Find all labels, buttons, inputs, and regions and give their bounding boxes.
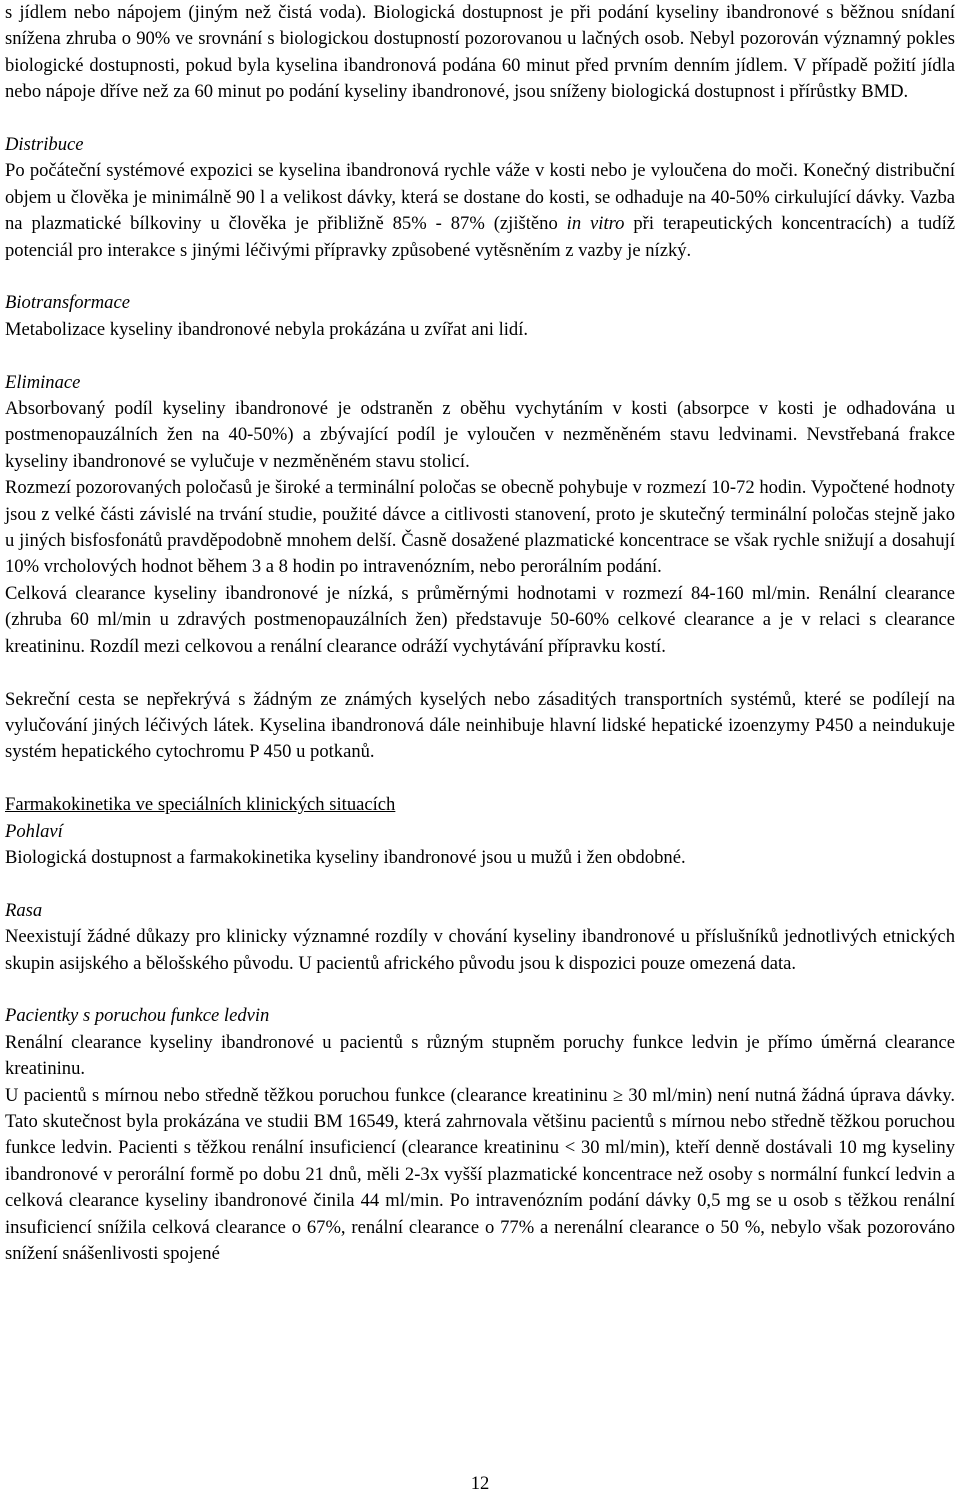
heading-eliminace: Eliminace (5, 371, 81, 393)
paragraph-eliminace-4: Sekreční cesta se nepřekrývá s žádným ze známých kyselých nebo zásaditých transportních systémů, které se podílejí na vylučování jiných léčivých látek. Kyselina ibandronová dále neinhibuje hlavní lidské hepatické izoenzymy P450 a neindukuje systém hepatického cytochromu P 450 u potkanů. (5, 688, 955, 763)
paragraph-eliminace-1: Absorbovaný podíl kyseliny ibandronové je odstraněn z oběhu vychytáním v kosti (absorpce v kosti je odhadována u postmenopauzálních žen na 40-50%) a zbývající podíl je vyloučen v nezměněném stavu ledvinami. Nevstřebaná frakce kyseliny ibandronové se vylučuje v nezměněném stavu stolicí. (5, 398, 955, 472)
paragraph-bioavailability: s jídlem nebo nápojem (jiným než čistá voda). Biologická dostupnost je při podání kyseliny ibandronové s běžnou snídaní snížena zhruba o 90% ve srovnání s biologickou dostupností pozorovanou u lačných osob. Nebyl pozorován významný pokles biologické dostupnosti, pokud byla kyselina ibandronová podána 60 minut před prvním denním jídlem. V případě požití jídla nebo nápoje dříve než za 60 minut po podání kyseliny ibandronové, jsou sníženy biologická dostupnost i přírůstky BMD. (5, 2, 955, 103)
paragraph-rasa: Neexistují žádné důkazy pro klinicky významné rozdíly v chování kyseliny ibandronové u příslušníků jednotlivých etnických skupin asijského a bělošského původu. U pacientů afrického původu jsou k dispozici pouze omezená data. (5, 926, 955, 974)
paragraph-pohlavi: Biologická dostupnost a farmakokinetika kyseliny ibandronové jsou u mužů i žen obdobné. (5, 846, 686, 868)
document-page (5, 0, 955, 1267)
heading-special-situations: Farmakokinetika ve speciálních klinických situacích (5, 794, 396, 816)
paragraph-renal-2: U pacientů s mírnou nebo středně těžkou poruchou funkce (clearance kreatininu ≥ 30 ml/min) není nutná žádná úprava dávky. Tato skutečnost byla prokázána ve studii BM 16549, která zahrnovala většinu pacientů s mírnou nebo středně těžkou poruchou funkce ledvin. Pacienti s těžkou renální insuficiencí (clearance kreatininu < 30 ml/min), kteří denně dostávali 10 mg kyseliny ibandronové v perorální formě po dobu 21 dnů, měli 2-3x vyšší plazmatické koncentrace než osoby s normální funkcí ledvin a celková clearance kyseliny ibandronové činila 44 ml/min. Po intravenózním podání dávky 0,5 mg se u osob s těžkou renální insuficiencí snížila celková clearance o 67%, renální clearance o 77% a nerenální clearance o 50 %, nebylo však pozorováno snížení snášenlivosti spojené (5, 1084, 955, 1264)
paragraph-biotransformace: Metabolizace kyseliny ibandronové nebyla prokázána u zvířat ani lidí. (5, 318, 529, 340)
paragraph-eliminace-2: Rozmezí pozorovaných poločasů je široké a terminální poločas se obecně pohybuje v rozmezí 10-72 hodin. Vypočtené hodnoty jsou z velké části závislé na trvání studie, použité dávce a citlivosti stanovení, proto je skutečný terminální poločas stejně jako u jiných bisfosfonátů pravděpodobně mnohem delší. Časně dosažené plazmatické koncentrace se však rychle snižují a dosahují 10% vrcholových hodnot během 3 a 8 hodin po intravenózním, nebo perorálním podání. (5, 477, 955, 578)
paragraph-renal-1: Renální clearance kyseliny ibandronové u pacientů s různým stupněm poruchy funkce ledvin je přímo úměrná clearance kreatininu. (5, 1031, 955, 1080)
heading-pohlavi: Pohlaví (5, 820, 63, 842)
heading-rasa: Rasa (5, 899, 43, 921)
heading-distribuce: Distribuce (5, 134, 84, 156)
page-number: 12 (470, 1473, 490, 1494)
heading-biotransformace: Biotransformace (5, 292, 130, 314)
paragraph-distribuce: Po počáteční systémové expozici se kyselina ibandronová rychle váže v kosti nebo je vyloučena do moči. Konečný distribuční objem u člověka je minimálně 90 l a velikost dávky, která se dostane do kosti, se odhaduje na 40-50% cirkulující dávky. Vazba na plazmatické bílkoviny u člověka je přibližně 85% - 87% (zjištěno in vitro při terapeutických koncentracích) a tudíž potenciál pro interakce s jinými léčivými přípravky způsobené vytěsněním z vazby je nízký. (5, 160, 956, 261)
in-vitro-term: in vitro (566, 213, 625, 235)
paragraph-eliminace-3: Celková clearance kyseliny ibandronové je nízká, s průměrnými hodnotami v rozmezí 84-160 ml/min. Renální clearance (zhruba 60 ml/min u zdravých postmenopauzálních žen) představuje 50-60% celkové clearance a je v relaci s clearance kreatininu. Rozdíl mezi celkovou a renální clearance odráží vychytávání přípravku kostí. (5, 582, 955, 657)
heading-renal-impairment: Pacientky s poruchou funkce ledvin (5, 1005, 270, 1027)
